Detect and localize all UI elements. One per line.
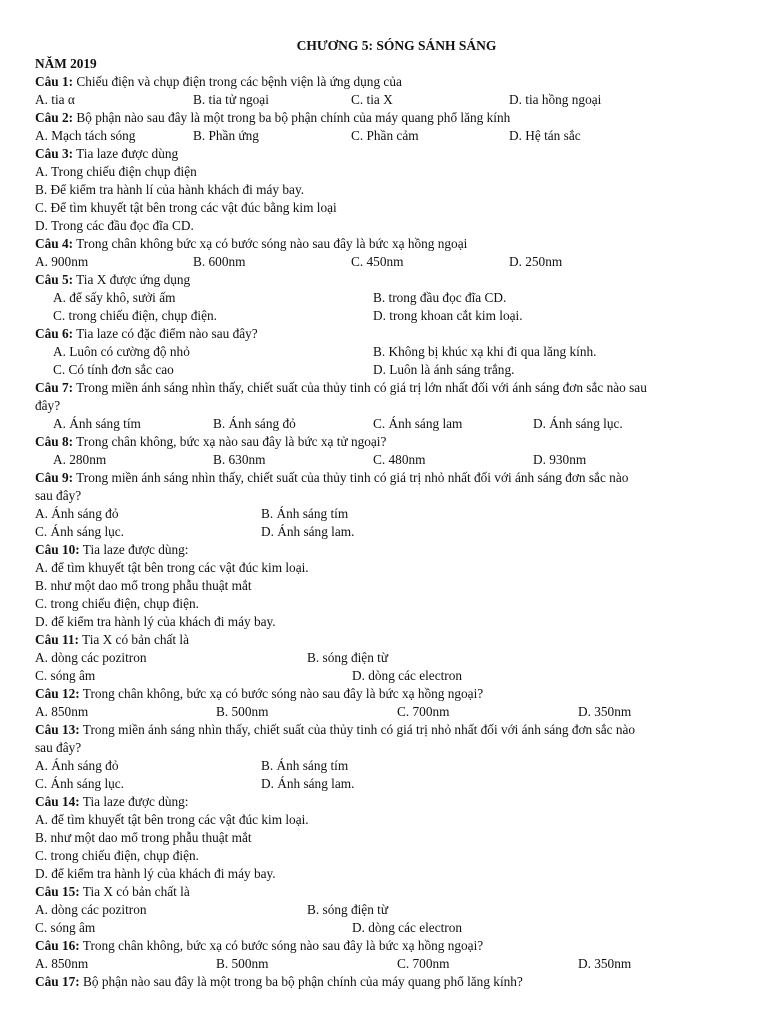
option-c: C. 480nm	[373, 452, 426, 467]
option-c: C. 700nm	[397, 704, 450, 719]
options-row	[35, 91, 738, 109]
question-5	[35, 271, 738, 289]
question-number: Câu 10:	[35, 542, 80, 557]
question-text: Tia X được ứng dụng	[73, 272, 191, 287]
question-text: Trong chân không, bức xạ có bước sóng nào sau đây là bức xạ hồng ngoại?	[79, 938, 484, 953]
option-b: B. trong đầu đọc đĩa CD.	[373, 290, 507, 305]
option-d: D. Trong các đầu đọc đĩa CD.	[35, 218, 194, 233]
option-d: D. Ánh sáng lục.	[533, 416, 623, 431]
question-text: Tia laze có đặc điểm nào sau đây?	[73, 326, 258, 341]
question-number: Câu 13:	[35, 722, 80, 737]
question-4	[35, 235, 738, 253]
question-12	[35, 685, 738, 703]
options-row	[35, 649, 738, 667]
question-number: Câu 9:	[35, 470, 74, 485]
options-row	[35, 703, 738, 721]
question-text-continued: đây?	[35, 398, 61, 413]
option-a: A. tia α	[35, 92, 75, 107]
option-b: B. như một dao mổ trong phẫu thuật mắt	[35, 578, 252, 593]
option-d: D. 250nm	[509, 254, 563, 269]
option-b: B. 500nm	[216, 956, 269, 971]
option-b: B. 630nm	[213, 452, 266, 467]
question-7	[35, 379, 738, 397]
option-b: B. sóng điện từ	[307, 902, 389, 917]
option-d: D. để kiểm tra hành lý của khách đi máy bay.	[35, 866, 276, 881]
option-a: A. Luôn có cường độ nhỏ	[53, 344, 190, 359]
question-13	[35, 721, 738, 739]
option-a: A. Trong chiếu điện chụp điện	[35, 164, 197, 179]
question-text: Tia laze được dùng	[73, 146, 179, 161]
option-d: D. dòng các electron	[352, 668, 463, 683]
question-number: Câu 15:	[35, 884, 80, 899]
option-c: C. tia X	[351, 92, 393, 107]
option-b: B. như một dao mổ trong phẫu thuật mắt	[35, 830, 252, 845]
question-text: Trong chân không bức xạ có bước sóng nào sau đây là bức xạ hồng ngoại	[73, 236, 468, 251]
options-row	[35, 919, 738, 937]
question-3	[35, 145, 738, 163]
option-c: C. sóng âm	[35, 920, 96, 935]
option-a: A. để sấy khô, sưởi ấm	[53, 290, 176, 305]
question-text: Bộ phận nào sau đây là một trong ba bộ phận chính của máy quang phổ lăng kính	[73, 110, 511, 125]
option-d: D. Ánh sáng lam.	[261, 776, 355, 791]
option-a: A. dòng các pozitron	[35, 902, 147, 917]
option-c: C. Ánh sáng lam	[373, 416, 463, 431]
options-row	[35, 667, 738, 685]
option-b: B. Phần ứng	[193, 128, 259, 143]
question-number: Câu 4:	[35, 236, 74, 251]
question-number: Câu 16:	[35, 938, 80, 953]
option-d: D. Hệ tán sắc	[509, 128, 581, 143]
option-b: B. Ánh sáng tím	[261, 758, 349, 773]
option-a: A. dòng các pozitron	[35, 650, 147, 665]
option-a: A. 850nm	[35, 704, 89, 719]
question-text: Trong miền ánh sáng nhìn thấy, chiết suất của thủy tinh có giá trị nhỏ nhất đối với ánh sáng đơn sắc nào	[73, 470, 629, 485]
option-a: A. 280nm	[53, 452, 107, 467]
option-a: A. Ánh sáng đỏ	[35, 758, 119, 773]
options-row	[35, 289, 738, 307]
option-a: A. 850nm	[35, 956, 89, 971]
option-a: A. để tìm khuyết tật bên trong các vật đúc kim loại.	[35, 560, 309, 575]
options-row	[35, 127, 738, 145]
question-text: Trong chân không, bức xạ nào sau đây là bức xạ tử ngoại?	[73, 434, 387, 449]
question-text: Tia laze được dùng:	[79, 794, 189, 809]
question-number: Câu 6:	[35, 326, 74, 341]
option-c: C. 450nm	[351, 254, 404, 269]
option-b: B. Ánh sáng đỏ	[213, 416, 296, 431]
chapter-title: CHƯƠNG 5: SÓNG SÁNH SÁNG	[296, 38, 497, 53]
option-b: B. Không bị khúc xạ khi đi qua lăng kính.	[373, 344, 597, 359]
option-c: C. 700nm	[397, 956, 450, 971]
question-17	[35, 973, 738, 991]
question-number: Câu 7:	[35, 380, 74, 395]
question-number: Câu 3:	[35, 146, 74, 161]
option-b: B. sóng điện từ	[307, 650, 389, 665]
option-c: C. trong chiếu điện, chụp điện.	[35, 848, 199, 863]
option-a: A. Ánh sáng đỏ	[35, 506, 119, 521]
options-row	[35, 523, 738, 541]
question-number: Câu 1:	[35, 74, 74, 89]
question-11	[35, 631, 738, 649]
question-1	[35, 73, 738, 91]
options-row	[35, 415, 738, 433]
question-8	[35, 433, 738, 451]
question-number: Câu 8:	[35, 434, 74, 449]
option-c: C. trong chiếu điện, chụp điện.	[53, 308, 217, 323]
option-d: D. 350nm	[578, 704, 632, 719]
question-15	[35, 883, 738, 901]
options-row	[35, 955, 738, 973]
question-text: Trong miền ánh sáng nhìn thấy, chiết suất của thủy tinh có giá trị lớn nhất đối với ánh sáng đơn sắc nào sau	[73, 380, 647, 395]
options-row	[35, 253, 738, 271]
question-2	[35, 109, 738, 127]
option-c: C. trong chiếu điện, chụp điện.	[35, 596, 199, 611]
option-b: B. Để kiểm tra hành lí của hành khách đi máy bay.	[35, 182, 305, 197]
option-d: D. tia hồng ngoại	[509, 92, 602, 107]
question-text: Trong miền ánh sáng nhìn thấy, chiết suất của thủy tinh có giá trị nhỏ nhất đối với ánh sáng đơn sắc nào	[79, 722, 636, 737]
option-d: D. 350nm	[578, 956, 632, 971]
option-b: B. Ánh sáng tím	[261, 506, 349, 521]
options-row	[35, 757, 738, 775]
option-c: C. Ánh sáng lục.	[35, 776, 125, 791]
options-row	[35, 505, 738, 523]
question-text: Bộ phận nào sau đây là một trong ba bộ phận chính của máy quang phổ lăng kính?	[79, 974, 523, 989]
question-number: Câu 2:	[35, 110, 74, 125]
question-number: Câu 5:	[35, 272, 74, 287]
question-number: Câu 11:	[35, 632, 79, 647]
question-text: Trong chân không, bức xạ có bước sóng nào sau đây là bức xạ hồng ngoại?	[79, 686, 484, 701]
option-c: C. sóng âm	[35, 668, 96, 683]
option-c: C. Có tính đơn sắc cao	[53, 362, 174, 377]
option-b: B. 500nm	[216, 704, 269, 719]
question-text: Chiếu điện và chụp điện trong các bệnh viện là ứng dụng của	[73, 74, 402, 89]
options-row	[35, 775, 738, 793]
option-c: C. Để tìm khuyết tật bên trong các vật đúc bằng kim loại	[35, 200, 337, 215]
question-16	[35, 937, 738, 955]
option-a: A. để tìm khuyết tật bên trong các vật đúc kim loại.	[35, 812, 309, 827]
year-heading: NĂM 2019	[35, 56, 97, 71]
question-text-continued: sau đây?	[35, 740, 82, 755]
option-c: C. Phần cảm	[351, 128, 419, 143]
question-number: Câu 14:	[35, 794, 80, 809]
option-d: D. Luôn là ánh sáng trắng.	[373, 362, 515, 377]
options-row	[35, 451, 738, 469]
option-b: B. 600nm	[193, 254, 246, 269]
options-row	[35, 307, 738, 325]
option-b: B. tia tử ngoại	[193, 92, 269, 107]
question-text: Tia laze được dùng:	[79, 542, 189, 557]
options-row	[35, 361, 738, 379]
question-10	[35, 541, 738, 559]
question-text: Tia X có bản chất là	[79, 884, 190, 899]
option-c: C. Ánh sáng lục.	[35, 524, 125, 539]
question-text: Tia X có bản chất là	[78, 632, 190, 647]
option-d: D. Ánh sáng lam.	[261, 524, 355, 539]
question-number: Câu 12:	[35, 686, 80, 701]
question-6	[35, 325, 738, 343]
question-14	[35, 793, 738, 811]
option-d: D. để kiểm tra hành lý của khách đi máy bay.	[35, 614, 276, 629]
option-d: D. trong khoan cắt kim loại.	[373, 308, 523, 323]
option-a: A. 900nm	[35, 254, 89, 269]
options-row	[35, 343, 738, 361]
question-number: Câu 17:	[35, 974, 80, 989]
option-d: D. 930nm	[533, 452, 587, 467]
question-text-continued: sau đây?	[35, 488, 82, 503]
options-row	[35, 901, 738, 919]
question-9	[35, 469, 738, 487]
option-a: A. Ánh sáng tím	[53, 416, 141, 431]
option-a: A. Mạch tách sóng	[35, 128, 136, 143]
option-d: D. dòng các electron	[352, 920, 463, 935]
